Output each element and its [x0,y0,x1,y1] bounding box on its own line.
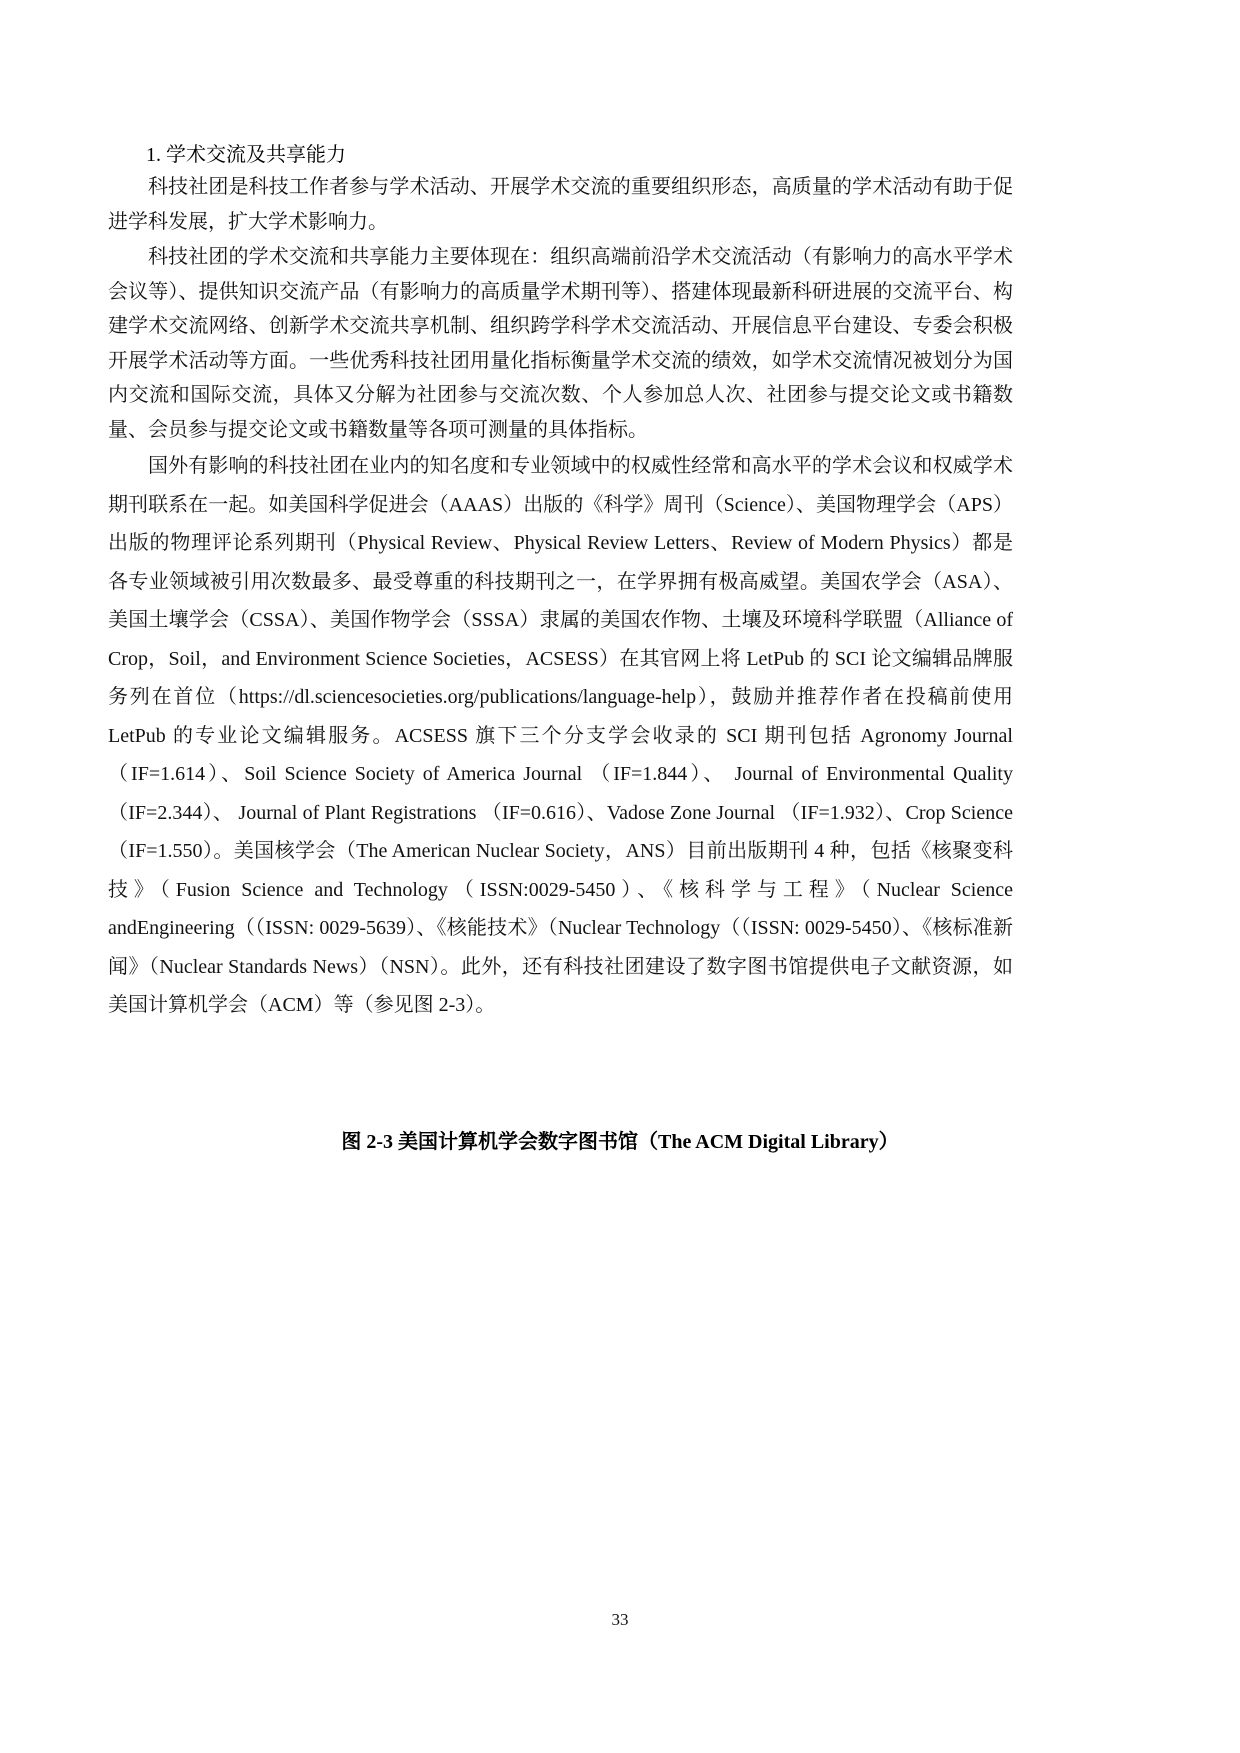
body-paragraph: 国外有影响的科技社团在业内的知名度和专业领域中的权威性经常和高水平的学术会议和权威学术期刊联系在一起。如美国科学促进会（AAAS）出版的《科学》周刊（Science）、美国物理学会（APS）出版的物理评论系列期刊（Physical Review、Physical Review Letters、Review of Modern Physics）都是各专业领域被引用次数最多、最受尊重的科技期刊之一，在学界拥有极高威望。美国农学会（ASA）、美国土壤学会（CSSA）、美国作物学会（SSSA）隶属的美国农作物、土壤及环境科学联盟（Alliance of Crop，Soil，and Environment Science Societies，ACSESS）在其官网上将 LetPub 的 SCI 论文编辑品牌服务列在首位（https://dl.sciencesocieties.org/publications/language-help），鼓励并推荐作者在投稿前使用 LetPub 的专业论文编辑服务。ACSESS 旗下三个分支学会收录的 SCI 期刊包括 Agronomy Journal（IF=1.614）、Soil Science Society of America Journal （IF=1.844）、 Journal of Environmental Quality （IF=2.344）、 Journal of Plant Registrations （IF=0.616）、Vadose Zone Journal （IF=1.932）、Crop Science （IF=1.550）。美国核学会（The American Nuclear Society，ANS）目前出版期刊 4 种，包括《核聚变科技》（Fusion Science and Technology（ISSN:0029-5450）、《核科学与工程》（Nuclear Science andEngineering（（ISSN: 0029-5639）、《核能技术》（Nuclear Technology（（ISSN: 0029-5450）、《核标准新闻》（Nuclear Standards News）（NSN）。此外，还有科技社团建设了数字图书馆提供电子文献资源，如美国计算机学会（ACM）等（参见图 2-3）。 [108,455,1013,1016]
body-paragraph: 科技社团是科技工作者参与学术活动、开展学术交流的重要组织形态，高质量的学术活动有助于促进学科发展，扩大学术影响力。 [108,176,1013,233]
page-number: 33 [611,1610,629,1629]
body-paragraph: 科技社团的学术交流和共享能力主要体现在：组织高端前沿学术交流活动（有影响力的高水平学术会议等）、提供知识交流产品（有影响力的高质量学术期刊等）、搭建体现最新科研进展的交流平台、构建学术交流网络、创新学术交流共享机制、组织跨学科学术交流活动、开展信息平台建设、专委会积极开展学术活动等方面。一些优秀科技社团用量化指标衡量学术交流的绩效，如学术交流情况被划分为国内交流和国际交流，具体又分解为社团参与交流次数、个人参加总人次、社团参与提交论文或书籍数量、会员参与提交论文或书籍数量等各项可测量的具体指标。 [108,246,1013,441]
figure-caption: 图 2-3 美国计算机学会数字图书馆（The ACM Digital Library） [341,1131,899,1153]
section-heading: 1. 学术交流及共享能力 [146,144,346,166]
text-column [108,0,1013,1025]
